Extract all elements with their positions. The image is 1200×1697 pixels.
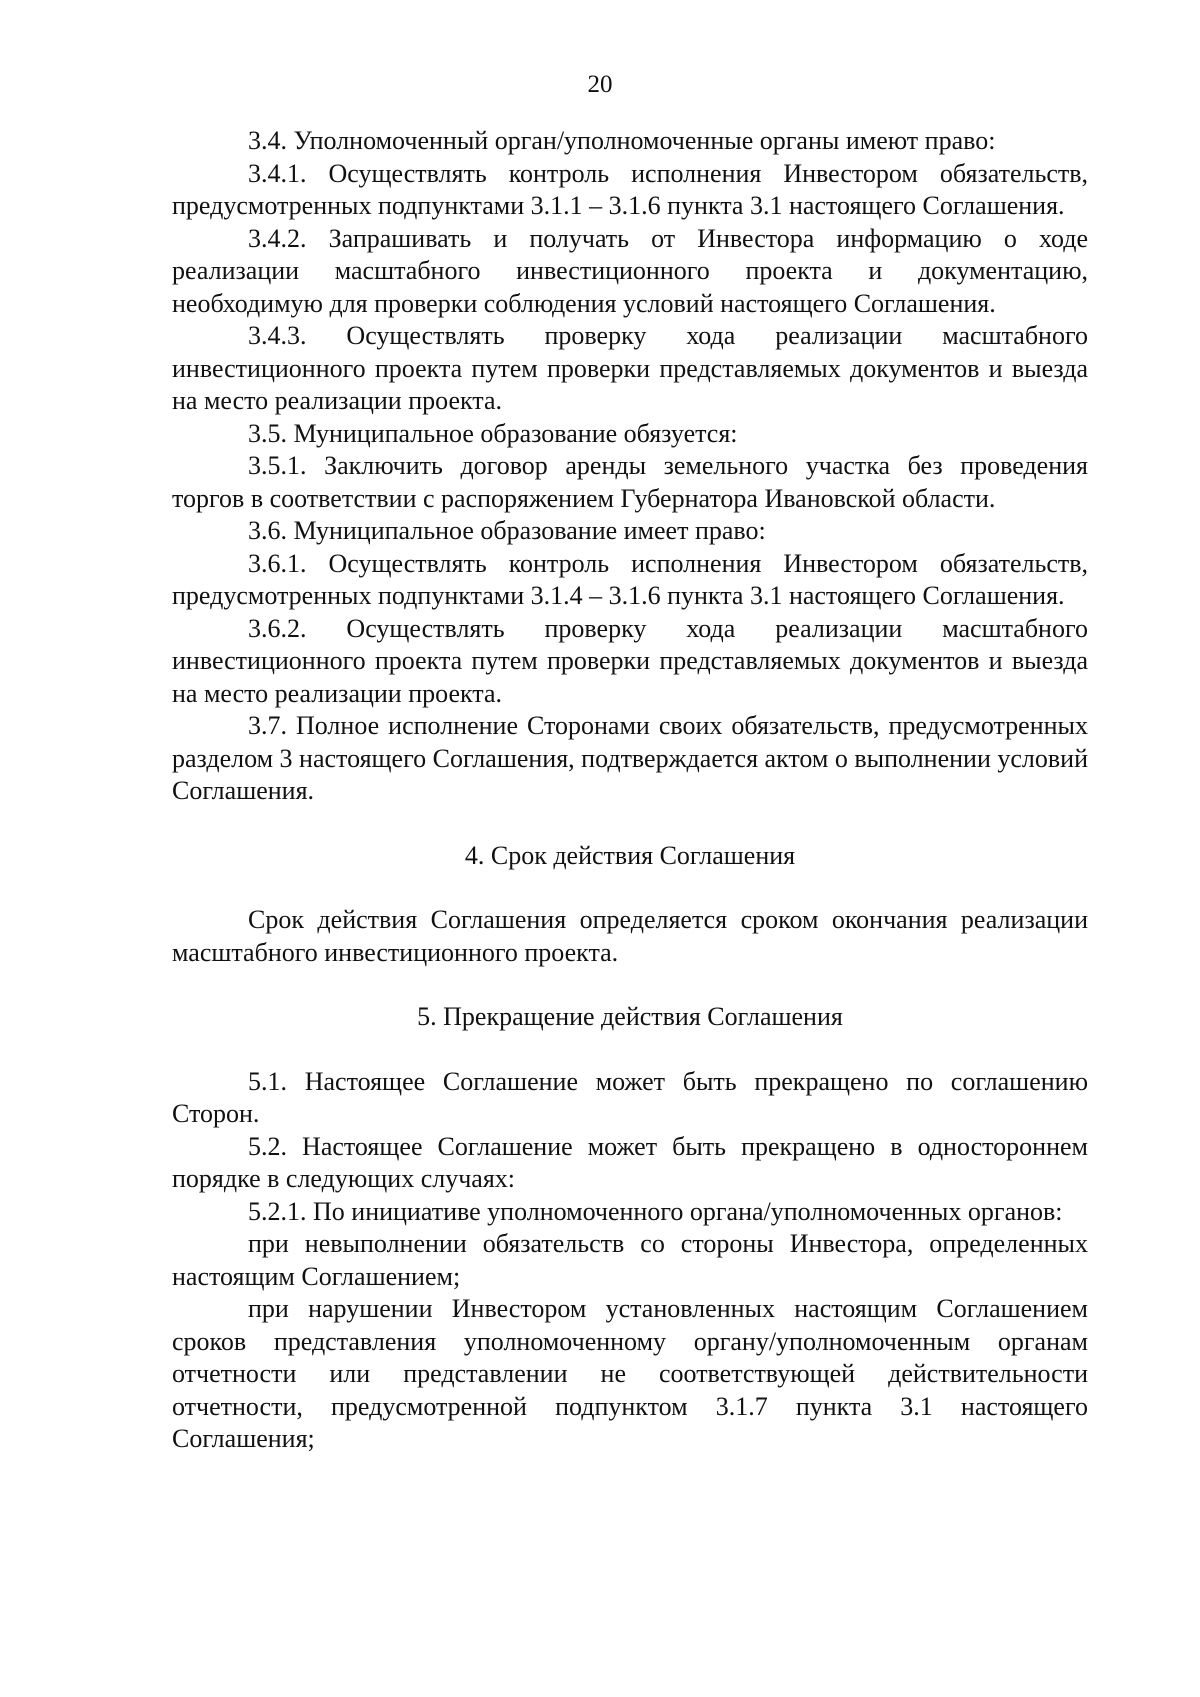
paragraph-5-2-1-item-1: при невыполнении обязательств со стороны Инвестора, определенных настоящим Соглашением; [172,1229,1088,1291]
section-5-heading: 5. Прекращение действия Соглашения [417,1002,843,1031]
paragraph-3-5-1: 3.5.1. Заключить договор аренды земельного участка без проведения торгов в соответствии с распоряжением Губернатора Ивановской области. [172,451,1088,513]
paragraph-3-7: 3.7. Полное исполнение Сторонами своих обязательств, предусмотренных разделом 3 настоящего Соглашения, подтверждается актом о выполнении условий Соглашения. [172,711,1088,805]
paragraph-5-2-1-item-2: при нарушении Инвестором установленных настоящим Соглашением сроков представления уполномоченному органу/уполномоченным органам отчетности или представлении не соответствующей действительности отчетности, предусмотренной подпунктом 3.1.7 пункта 3.1 настоящего Соглашения; [172,1294,1088,1453]
document-body [172,125,1088,1456]
page-number: 20 [587,71,613,98]
paragraph-3-4-2: 3.4.2. Запрашивать и получать от Инвестора информацию о ходе реализации масштабного инвестиционного проекта и документацию, необходимую для проверки соблюдения условий настоящего Соглашения. [172,223,1088,318]
paragraph-4: Срок действия Соглашения определяется сроком окончания реализации масштабного инвестиционного проекта. [172,905,1088,967]
paragraph-5-1: 5.1. Настоящее Соглашение может быть прекращено по соглашению Сторон. [172,1066,1088,1128]
paragraph-3-4-1: 3.4.1. Осуществлять контроль исполнения Инвестором обязательств, предусмотренных подпунктами 3.1.1 – 3.1.6 пункта 3.1 настоящего Соглашения. [172,158,1088,220]
paragraph-3-6-2: 3.6.2. Осуществлять проверку хода реализации масштабного инвестиционного проекта путем проверки представляемых документов и выезда на место реализации проекта. [172,613,1088,708]
paragraph-3-6: 3.6. Муниципальное образование имеет право: [248,516,766,545]
paragraph-3-4-3: 3.4.3. Осуществлять проверку хода реализации масштабного инвестиционного проекта путем проверки представляемых документов и выезда на место реализации проекта. [172,321,1088,415]
paragraph-5-2-1: 5.2.1. По инициативе уполномоченного органа/уполномоченных органов: [248,1196,1063,1226]
paragraph-3-4: 3.4. Уполномоченный орган/уполномоченные органы имеют право: [248,126,996,155]
paragraph-3-5: 3.5. Муниципальное образование обязуется: [248,418,738,448]
paragraph-5-2: 5.2. Настоящее Соглашение может быть прекращено в одностороннем порядке в следующих случаях: [172,1131,1088,1193]
section-4-heading: 4. Срок действия Соглашения [464,840,796,870]
paragraph-3-6-1: 3.6.1. Осуществлять контроль исполнения Инвестором обязательств, предусмотренных подпунктами 3.1.4 – 3.1.6 пункта 3.1 настоящего Соглашения. [172,548,1088,610]
